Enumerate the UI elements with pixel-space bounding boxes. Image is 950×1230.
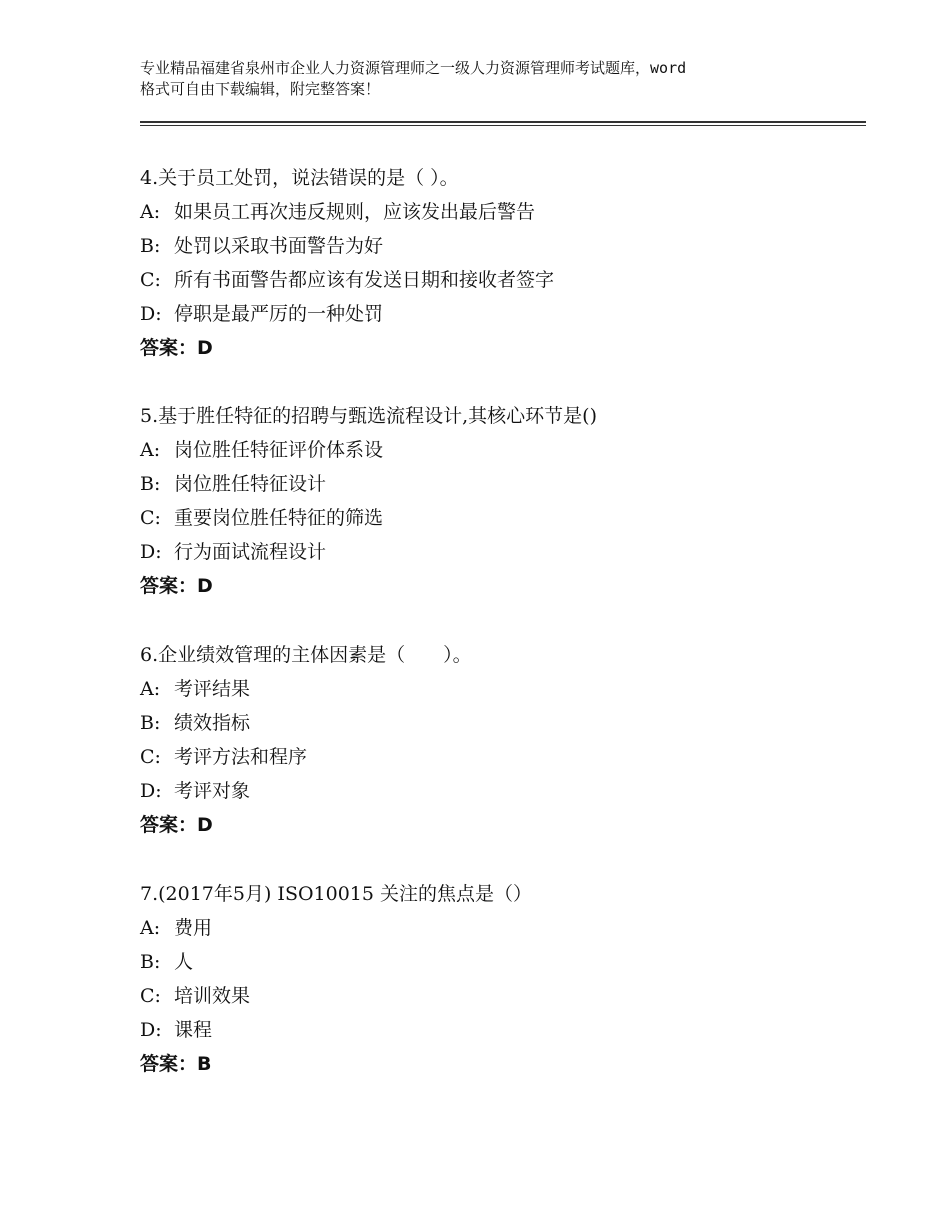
option-text: 停职是最严厉的一种处罚	[174, 303, 384, 325]
question-stem: 4.关于员工处罚，说法错误的是（ ）。	[140, 167, 459, 189]
option-d	[140, 774, 860, 808]
option-d	[140, 297, 860, 331]
option-b	[140, 945, 860, 979]
question-block	[140, 638, 860, 842]
option-label: A:	[140, 201, 161, 223]
question-block	[140, 161, 860, 365]
question-block	[140, 877, 860, 1081]
option-a	[140, 672, 860, 706]
option-text: 处罚以采取书面警告为好	[174, 235, 384, 257]
answer: 答案：D	[140, 575, 213, 597]
option-label: C:	[140, 507, 161, 529]
option-text: 岗位胜任特征评价体系设	[174, 439, 384, 461]
option-b	[140, 467, 860, 501]
option-d	[140, 1013, 860, 1047]
option-label: D:	[140, 780, 162, 802]
option-label: B:	[140, 235, 161, 257]
option-text: 岗位胜任特征设计	[174, 473, 327, 495]
option-c	[140, 501, 860, 535]
answer: 答案：B	[140, 1053, 212, 1075]
question-stem: 6.企业绩效管理的主体因素是（ ）。	[140, 644, 472, 666]
answer: 答案：D	[140, 337, 213, 359]
option-c	[140, 979, 860, 1013]
option-a	[140, 433, 860, 467]
option-label: D:	[140, 303, 162, 325]
header-rule-bottom	[140, 125, 866, 127]
option-b	[140, 229, 860, 263]
option-label: D:	[140, 541, 162, 563]
option-label: B:	[140, 473, 161, 495]
option-c	[140, 740, 860, 774]
question-stem: 5.基于胜任特征的招聘与甄选流程设计,其核心环节是()	[140, 405, 597, 427]
document-header	[140, 58, 840, 100]
header-line-1: 专业精品福建省泉州市企业人力资源管理师之一级人力资源管理师考试题库，word	[140, 59, 687, 77]
option-text: 考评结果	[174, 678, 251, 700]
option-text: 培训效果	[174, 985, 251, 1007]
question-stem: 7.(2017年5月) ISO10015 关注的焦点是（）	[140, 883, 533, 905]
option-label: D:	[140, 1019, 162, 1041]
option-label: C:	[140, 746, 161, 768]
question-block	[140, 399, 860, 603]
option-label: B:	[140, 951, 161, 973]
option-label: C:	[140, 269, 161, 291]
option-label: B:	[140, 712, 161, 734]
option-c	[140, 263, 860, 297]
answer: 答案：D	[140, 814, 213, 836]
option-text: 重要岗位胜任特征的筛选	[174, 507, 384, 529]
option-text: 课程	[174, 1019, 213, 1041]
option-b	[140, 706, 860, 740]
option-text: 考评方法和程序	[174, 746, 308, 768]
header-rule-top	[140, 121, 866, 123]
option-text: 考评对象	[174, 780, 251, 802]
option-d	[140, 535, 860, 569]
option-label: A:	[140, 439, 161, 461]
option-text: 如果员工再次违反规则，应该发出最后警告	[174, 201, 536, 223]
option-a	[140, 195, 860, 229]
option-a	[140, 911, 860, 945]
option-text: 所有书面警告都应该有发送日期和接收者签字	[174, 269, 555, 291]
option-label: A:	[140, 678, 161, 700]
option-text: 绩效指标	[174, 712, 251, 734]
header-line-2: 格式可自由下载编辑，附完整答案！	[140, 80, 381, 98]
option-text: 人	[174, 951, 194, 973]
option-label: C:	[140, 985, 161, 1007]
option-text: 费用	[174, 917, 213, 939]
option-text: 行为面试流程设计	[174, 541, 327, 563]
option-label: A:	[140, 917, 161, 939]
